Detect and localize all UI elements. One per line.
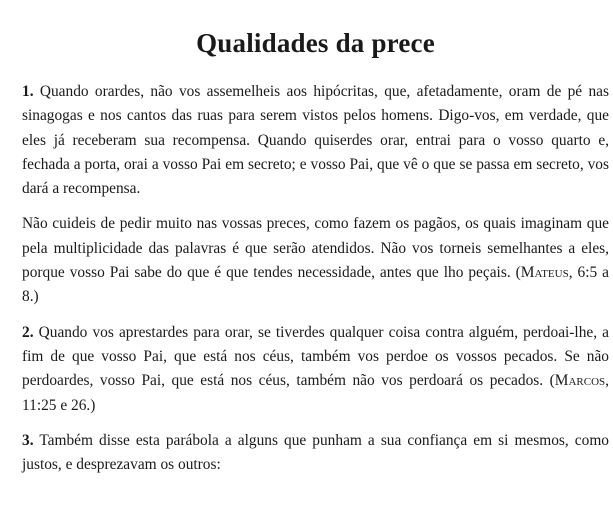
- paragraph-1: [22, 80, 609, 201]
- paragraph-2: [22, 321, 609, 418]
- paragraph-3: [22, 429, 609, 478]
- paragraph-text: Também disse esta parábola a alguns que punham a sua confiança em si mesmos, como justos, e desprezavam os outros:: [22, 431, 609, 474]
- paragraph-number: 1.: [22, 83, 34, 100]
- paragraph-1-continued: [22, 212, 609, 309]
- citation-verses: , 11:25 e 26.): [22, 372, 609, 414]
- paragraph-text: Quando vos aprestardes para orar, se tiverdes qualquer coisa contra alguém, perdoai-lhe, a fim de que vosso Pai, que está nos céus, também vos perdoe os vossos pecados. Se não perdoardes, vosso Pai, que está nos céus, também não vos perdoará os pecados. (: [22, 323, 609, 390]
- paragraph-number: 2.: [22, 323, 34, 341]
- document-page: [22, 0, 609, 477]
- paragraph-number: 3.: [22, 431, 34, 449]
- citation-book: Marcos: [554, 372, 606, 390]
- page-title: Qualidades da prece: [196, 28, 435, 58]
- paragraph-text: Quando orardes, não vos assemelheis aos hipócritas, que, afetadamente, oram de pé nas sinagogas e nos cantos das ruas para serem vistos pelos homens. Digo-vos, em verdade, que eles já receberam sua recompensa. Quando quiserdes orar, entrai para o vosso quarto e, fechada a porta, orai a vosso Pai em secreto; e vosso Pai, que vê o que se passa em secreto, vos dará a recompensa.: [22, 83, 609, 198]
- citation-verses: , 6:5 a 8.): [22, 264, 610, 306]
- citation-book: Mateus: [520, 264, 569, 282]
- paragraph-text: Não cuideis de pedir muito nas vossas preces, como fazem os pagãos, os quais imaginam que pela multiplicidade das palavras é que serão atendidos. Não vos torneis semelhantes a eles, porque vosso Pai sabe do que é que tendes necessidade, antes que lho peçais. (: [22, 215, 609, 282]
